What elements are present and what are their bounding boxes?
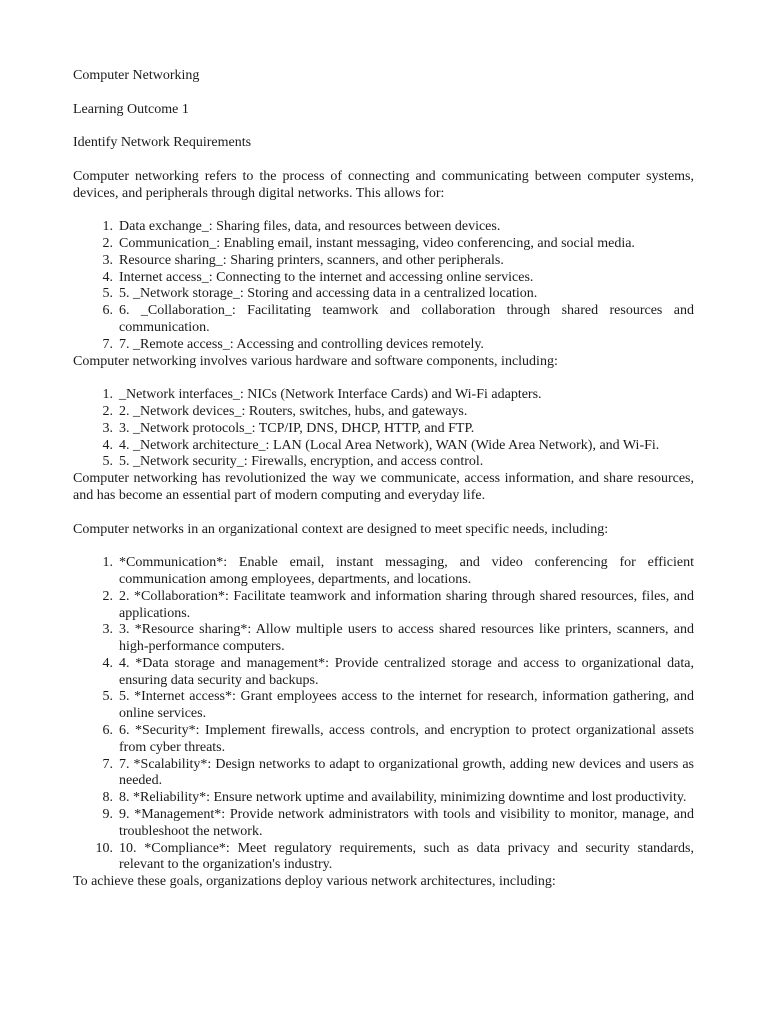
components-list [73,387,694,471]
list-item [73,421,694,438]
list-item [73,286,694,303]
list-item [73,303,694,337]
list-item-number: 8. [102,790,113,806]
list-item-number: 6. [102,723,113,739]
list-item [73,689,694,723]
list-item-number: 3. [102,252,113,268]
list-item-number: 5. [102,689,113,705]
list-item [73,454,694,471]
list-item-number: 4. [102,655,113,671]
organizational-needs-list [73,555,694,874]
list-item [73,555,694,589]
list-item-text: Resource sharing_: Sharing printers, scanners, and other peripherals. [119,252,504,268]
document-page [73,68,694,908]
list-item-text: 3. *Resource sharing*: Allow multiple users to access shared resources like printers, scanners, and high-performance computers. [119,622,694,655]
list-item-number: 4. [102,437,113,453]
list-item-text: 2. *Collaboration*: Facilitate teamwork and information sharing through shared resources, files, and applications. [119,588,694,621]
list-item-number: 4. [102,269,113,285]
list-item [73,841,694,875]
list-item [73,790,694,807]
list-item-text: 6. *Security*: Implement firewalls, access controls, and encryption to protect organizational assets from cyber threats. [119,723,694,755]
list-item [73,387,694,404]
list-item [73,253,694,270]
list-item-text: 5. _Network security_: Firewalls, encryption, and access control. [119,454,484,470]
list-item-text: *Communication*: Enable email, instant messaging, and video conferencing for efficient communication among employees, departments, and locations. [119,555,694,587]
list-item-text: 5. _Network storage_: Storing and accessing data in a centralized location. [119,286,538,302]
section-heading: Identify Network Requirements [73,135,252,151]
list-item-number: 3. [102,420,113,436]
list-item-text: 6. _Collaboration_: Facilitating teamwork and collaboration through shared resources and communication. [119,303,694,335]
list-item-number: 2. [102,588,113,604]
list-item [73,807,694,841]
list-item-text: 2. _Network devices_: Routers, switches, hubs, and gateways. [119,403,468,419]
list-item-number: 6. [102,303,113,319]
document-title: Computer Networking [73,68,200,83]
list-item-text: 9. *Management*: Provide network administrators with tools and visibility to monitor, manage, and troubleshoot the network. [119,807,694,839]
list-item-number: 7. [102,336,113,352]
list-item-text: 7. *Scalability*: Design networks to adapt to organizational growth, adding new devices and users as needed. [119,756,694,789]
list-item-text: _Network interfaces_: NICs (Network Interface Cards) and Wi-Fi adapters. [119,387,542,403]
list-item-number: 10. [95,840,113,856]
list-item-text: 10. *Compliance*: Meet regulatory requirements, such as data privacy and security standards, relevant to the organization's industry. [119,840,694,873]
list-item-number: 2. [102,235,113,251]
list-item [73,236,694,253]
list-item-text: 3. _Network protocols_: TCP/IP, DNS, DHCP, HTTP, and FTP. [119,420,475,436]
list-item-number: 5. [102,286,113,302]
architectures-paragraph: To achieve these goals, organizations deploy various network architectures, including: [73,874,556,890]
list-item [73,723,694,757]
list-item-text: Internet access_: Connecting to the internet and accessing online services. [119,269,534,285]
list-item-number: 1. [102,555,113,571]
list-item-text: 7. _Remote access_: Accessing and controlling devices remotely. [119,336,484,352]
learning-outcome-heading: Learning Outcome 1 [73,101,189,117]
list-item-text: 4. _Network architecture_: LAN (Local Area Network), WAN (Wide Area Network), and Wi-Fi. [119,437,660,453]
list-item-number: 9. [102,807,113,823]
list-item-number: 3. [102,622,113,638]
list-item [73,757,694,791]
list-item [73,404,694,421]
list-item-number: 7. [102,756,113,772]
components-paragraph: Computer networking involves various hardware and software components, including: [73,353,558,369]
summary-paragraph: Computer networking has revolutionized the way we communicate, access information, and share resources, and has become an essential part of modern computing and everyday life. [73,471,694,503]
list-item-number: 2. [102,403,113,419]
intro-paragraph: Computer networking refers to the process of connecting and communicating between computer systems, devices, and peripherals through digital networks. This allows for: [73,168,694,201]
list-item [73,622,694,656]
list-item-text: Data exchange_: Sharing files, data, and resources between devices. [119,219,501,235]
list-item [73,656,694,690]
list-item-text: 5. *Internet access*: Grant employees access to the internet for research, information gathering, and online services. [119,689,694,722]
list-item-number: 1. [102,219,113,235]
organizational-needs-paragraph: Computer networks in an organizational context are designed to meet specific needs, including: [73,521,609,537]
list-item [73,270,694,287]
list-item-text: 8. *Reliability*: Ensure network uptime and availability, minimizing downtime and lost productivity. [119,790,687,806]
list-item-text: 4. *Data storage and management*: Provide centralized storage and access to organizational data, ensuring data security and backups. [119,655,694,688]
list-item [73,219,694,236]
list-item [73,337,694,354]
list-item-number: 1. [102,387,113,403]
list-item-text: Communication_: Enabling email, instant messaging, video conferencing, and social media. [119,235,635,251]
list-item [73,438,694,455]
benefits-list [73,219,694,353]
list-item [73,589,694,623]
list-item-number: 5. [102,454,113,470]
